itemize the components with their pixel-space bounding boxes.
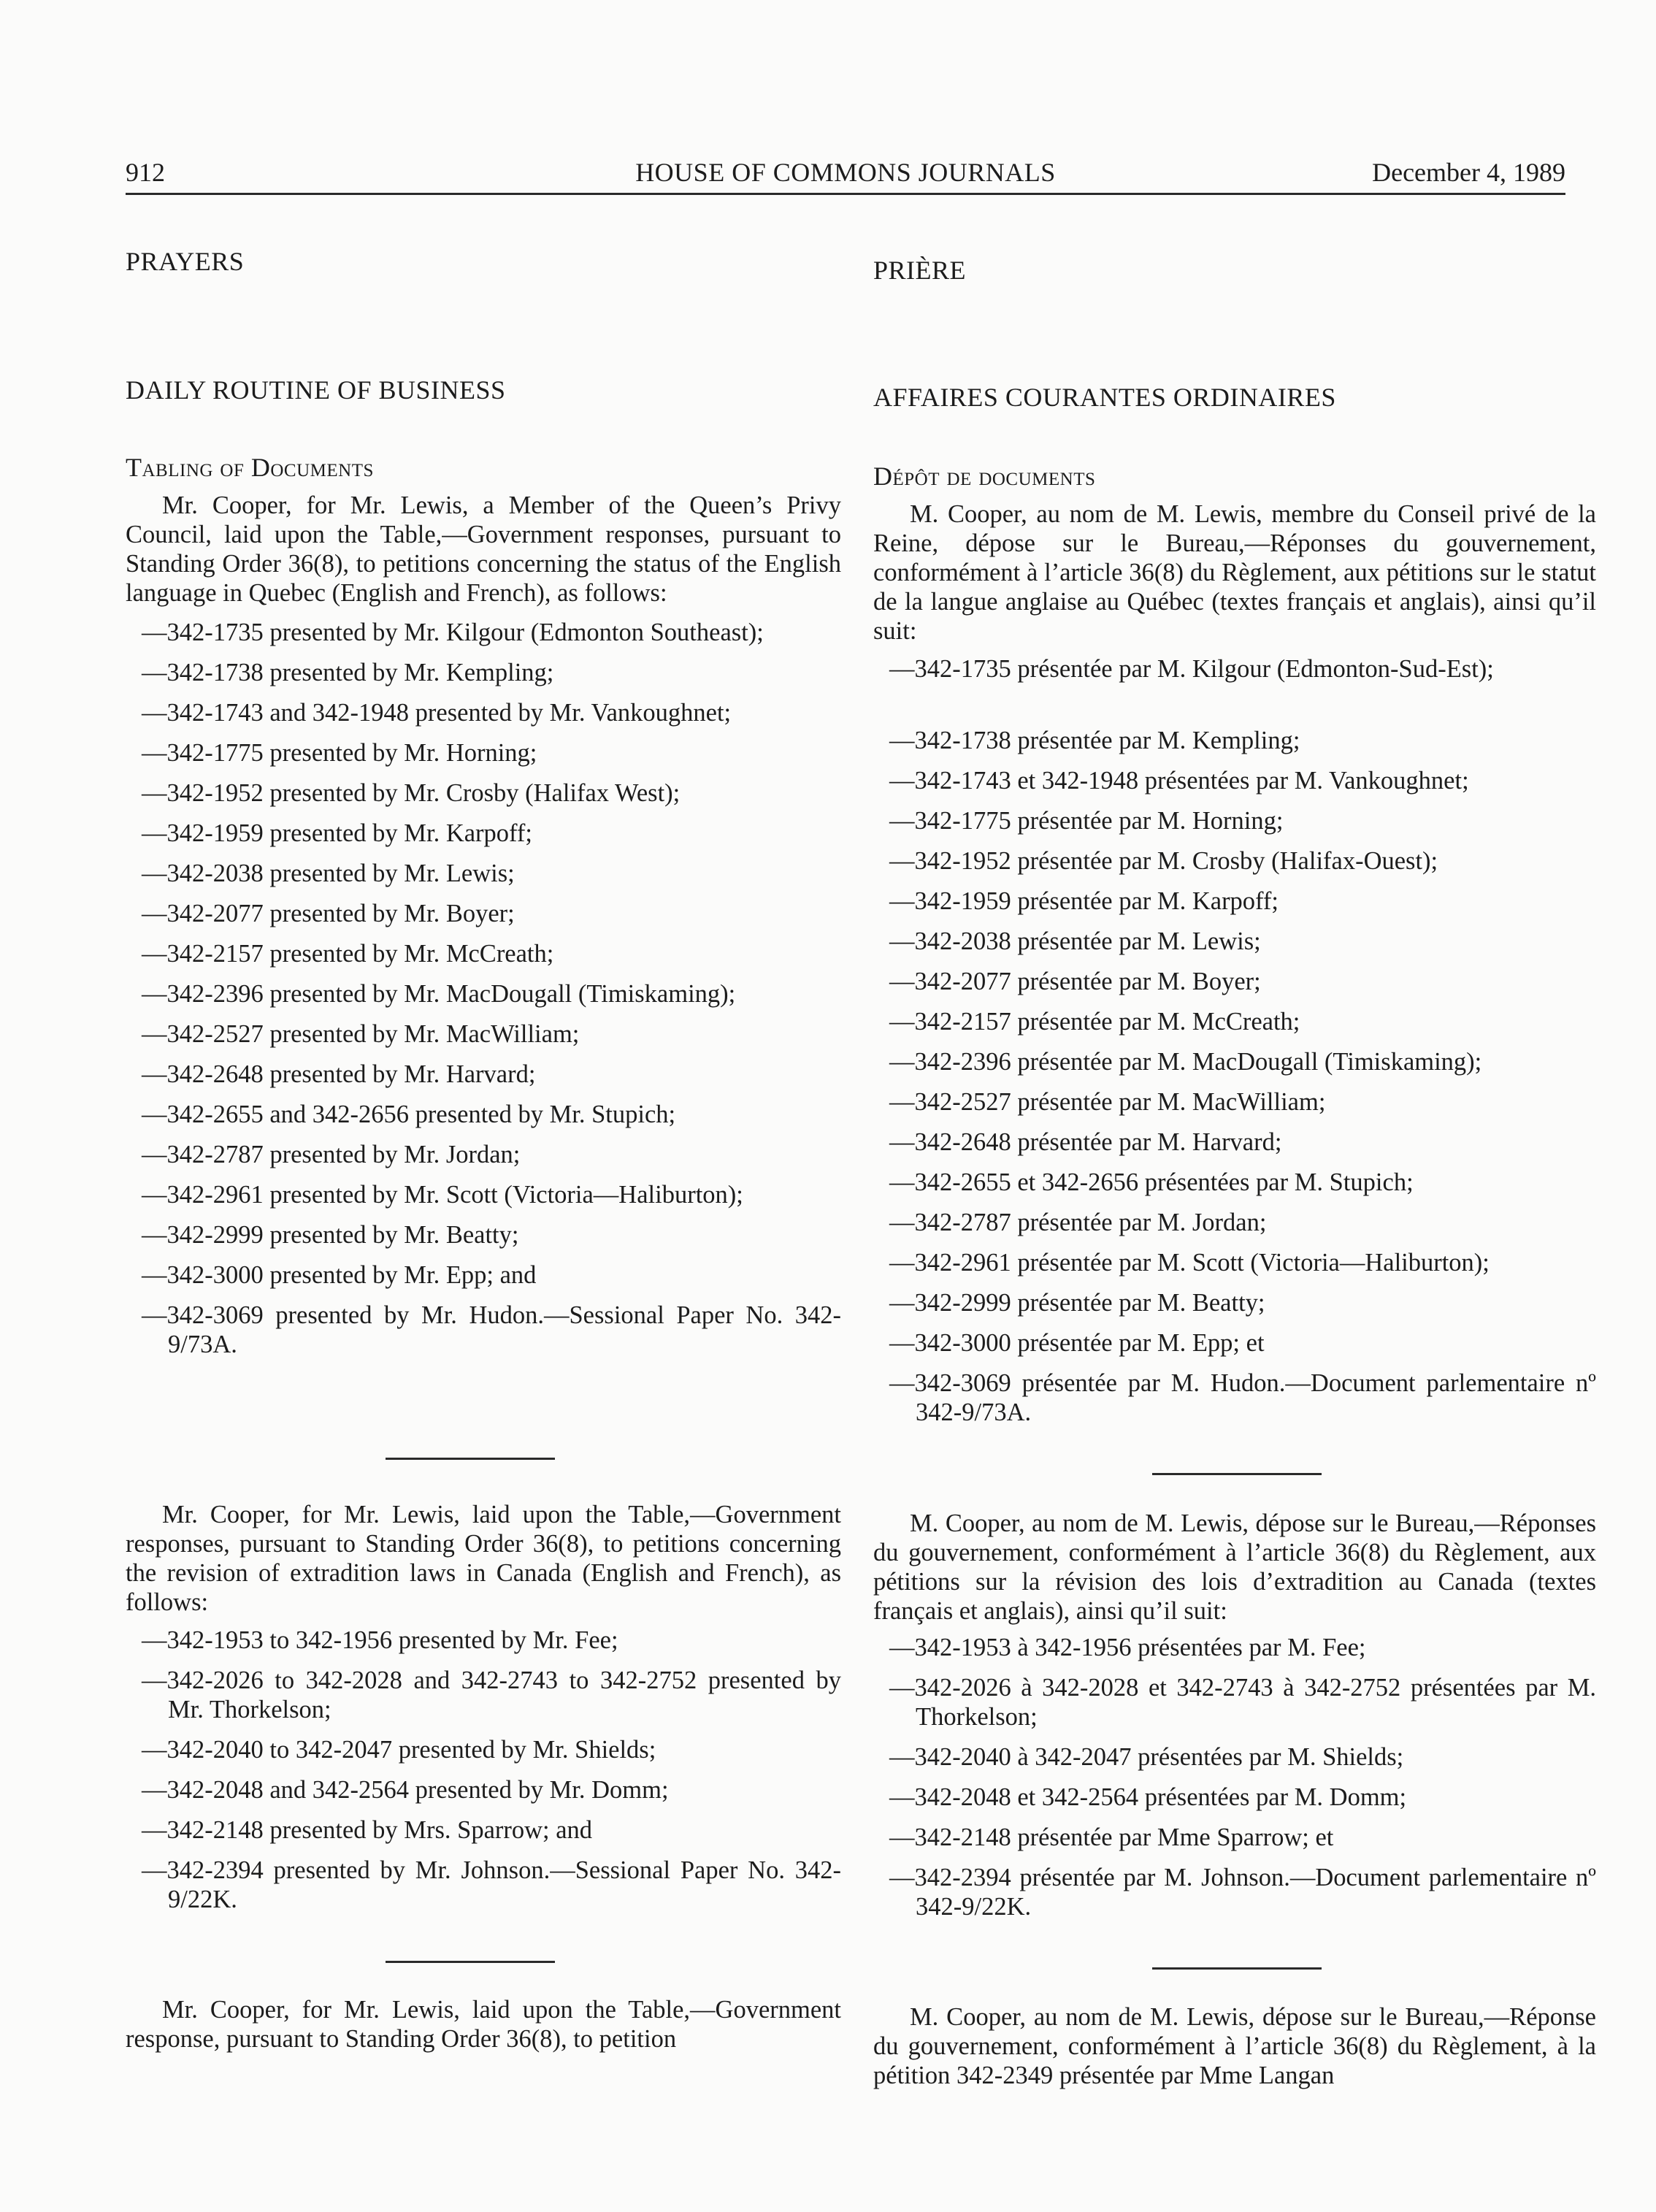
petition-paragraph-3: Mr. Cooper, for Mr. Lewis, laid upon the Table,—Government response, pursuant to Standing Order 36(8), to petition: [126, 1996, 841, 2053]
list-item: —342-2999 presented by Mr. Beatty;: [142, 1221, 519, 1249]
petition-paragraph-2-fr: M. Cooper, au nom de M. Lewis, dépose sur le Bureau,—Réponses du gouvernement, conformément à l’article 36(8) du Règlement, aux pétitions sur la révision des lois d’extradition au Canada (textes français et anglais), ainsi qu’il suit:: [873, 1509, 1596, 1625]
list-item: —342-1738 présentée par M. Kempling;: [889, 727, 1300, 754]
page-header: [126, 152, 1565, 195]
petition-block-2: [126, 1500, 841, 1925]
list-item: —342-2157 presented by Mr. McCreath;: [142, 940, 554, 968]
petition-paragraph-1-fr: M. Cooper, au nom de M. Lewis, membre du Conseil privé de la Reine, dépose sur le Bureau,—Réponses du gouvernement, conformément à l’article 36(8) du Règlement, aux pétitions sur le statut de la langue anglaise au Québec (textes français et anglais), ainsi qu’il suit:: [873, 500, 1596, 645]
list-item: —342-1952 presented by Mr. Crosby (Halifax West);: [142, 779, 681, 807]
routine-heading: DAILY ROUTINE OF BUSINESS: [126, 375, 506, 405]
list-item: —342-1743 et 342-1948 présentées par M. Vankoughnet;: [889, 767, 1469, 795]
priere-heading: PRIÈRE: [873, 256, 967, 285]
list-item: —342-2396 présentée par M. MacDougall (Timiskaming);: [889, 1048, 1482, 1076]
list-item: —342-1743 and 342-1948 presented by Mr. Vankoughnet;: [142, 699, 732, 727]
list-item: —342-2077 présentée par M. Boyer;: [889, 968, 1261, 995]
list-item: —342-2961 présentée par M. Scott (Victoria—Haliburton);: [889, 1249, 1490, 1277]
list-item: —342-2026 to 342-2028 and 342-2743 to 342-2752 presented by Mr. Thorkelson;: [142, 1666, 841, 1723]
list-item: —342-1953 to 342-1956 presented by Mr. Fee;: [142, 1626, 618, 1654]
list-item: —342-2148 présentée par Mme Sparrow; et: [889, 1823, 1334, 1851]
page-number: 912: [126, 158, 165, 187]
list-item: —342-3000 presented by Mr. Epp; and: [142, 1261, 537, 1289]
tabling-heading: Tabling of Documents: [126, 453, 374, 482]
petition-block-2-fr: [873, 1509, 1596, 1932]
petition-paragraph-2: Mr. Cooper, for Mr. Lewis, laid upon the Table,—Government responses, pursuant to Standing Order 36(8), to petitions concerning the revision of extradition laws in Canada (English and French), as follows:: [126, 1501, 841, 1616]
petition-block-1: [126, 491, 841, 1370]
petition-block-1-fr: [873, 500, 1596, 1438]
list-item: —342-2048 and 342-2564 presented by Mr. Domm;: [142, 1776, 669, 1804]
section-divider: [386, 1961, 555, 1963]
list-item: —342-2787 presented by Mr. Jordan;: [142, 1141, 521, 1168]
list-item: —342-2148 presented by Mrs. Sparrow; and: [142, 1816, 593, 1844]
list-item: —342-2026 à 342-2028 et 342-2743 à 342-2752 présentées par M. Thorkelson;: [889, 1674, 1596, 1731]
list-item: —342-2077 presented by Mr. Boyer;: [142, 900, 515, 927]
petition-block-3-fr: [873, 2002, 1596, 2090]
list-item: —342-1952 présentée par M. Crosby (Halifax-Ouest);: [889, 847, 1438, 875]
list-item: —342-2655 et 342-2656 présentées par M. Stupich;: [889, 1168, 1414, 1196]
list-item: —342-2527 présentée par M. MacWilliam;: [889, 1088, 1326, 1116]
depot-heading: Dépôt de documents: [873, 462, 1096, 491]
list-item: —342-1735 presented by Mr. Kilgour (Edmonton Southeast);: [142, 619, 764, 646]
petition-list-2-fr: [873, 1633, 1596, 1921]
list-item: —342-2040 à 342-2047 présentées par M. Shields;: [889, 1743, 1404, 1771]
list-item: —342-1738 presented by Mr. Kempling;: [142, 659, 554, 686]
list-item: —342-2038 presented by Mr. Lewis;: [142, 860, 515, 887]
journal-date: December 4, 1989: [1372, 158, 1565, 187]
list-item: —342-3069 présentée par M. Hudon.—Document parlementaire nº 342-9/73A.: [889, 1369, 1596, 1426]
list-item: —342-2394 presented by Mr. Johnson.—Sessional Paper No. 342-9/22K.: [142, 1856, 841, 1913]
list-item: —342-2157 présentée par M. McCreath;: [889, 1008, 1300, 1036]
list-item: —342-1775 présentée par M. Horning;: [889, 807, 1284, 835]
petition-list-1: [126, 618, 841, 1359]
list-item: —342-3069 presented by Mr. Hudon.—Sessional Paper No. 342-9/73A.: [142, 1301, 841, 1358]
section-divider: [386, 1458, 555, 1460]
section-divider: [1152, 1473, 1322, 1475]
petition-list-1-fr: [873, 654, 1596, 1427]
list-item: —342-2040 to 342-2047 presented by Mr. Shields;: [142, 1736, 656, 1764]
prayers-heading: PRAYERS: [126, 247, 245, 276]
list-item: —342-1959 présentée par M. Karpoff;: [889, 887, 1279, 915]
list-item: —342-2527 presented by Mr. MacWilliam;: [142, 1020, 580, 1048]
list-item: —342-2999 présentée par M. Beatty;: [889, 1289, 1265, 1317]
list-item: —342-2038 présentée par M. Lewis;: [889, 927, 1261, 955]
list-item: —342-2961 presented by Mr. Scott (Victoria—Haliburton);: [142, 1181, 743, 1209]
list-item: —342-2648 présentée par M. Harvard;: [889, 1128, 1282, 1156]
list-item: —342-2394 présentée par M. Johnson.—Document parlementaire nº 342-9/22K.: [889, 1864, 1596, 1921]
list-item: —342-2648 presented by Mr. Harvard;: [142, 1060, 536, 1088]
petition-paragraph-1: Mr. Cooper, for Mr. Lewis, a Member of the Queen’s Privy Council, laid upon the Table,—Government responses, pursuant to Standing Order 36(8), to petitions concerning the status of the English language in Quebec (English and French), as follows:: [126, 491, 841, 607]
list-item: —342-2396 presented by Mr. MacDougall (Timiskaming);: [142, 980, 736, 1008]
list-item: —342-3000 présentée par M. Epp; et: [889, 1329, 1265, 1357]
petition-block-3: [126, 1995, 841, 2054]
affaires-heading: AFFAIRES COURANTES ORDINAIRES: [873, 383, 1336, 412]
list-item: —342-1953 à 342-1956 présentées par M. Fee;: [889, 1634, 1366, 1661]
list-item: —342-1775 presented by Mr. Horning;: [142, 739, 537, 767]
list-item: —342-2787 présentée par M. Jordan;: [889, 1209, 1267, 1236]
section-divider: [1152, 1967, 1322, 1970]
list-item: —342-1959 presented by Mr. Karpoff;: [142, 819, 532, 847]
petition-list-2: [126, 1626, 841, 1914]
list-item: —342-2655 and 342-2656 presented by Mr. Stupich;: [142, 1101, 676, 1128]
journal-title: HOUSE OF COMMONS JOURNALS: [635, 158, 1056, 187]
list-item: —342-2048 et 342-2564 présentées par M. Domm;: [889, 1783, 1407, 1811]
list-item: —342-1735 présentée par M. Kilgour (Edmonton-Sud-Est);: [889, 655, 1494, 683]
petition-paragraph-3-fr: M. Cooper, au nom de M. Lewis, dépose sur le Bureau,—Réponse du gouvernement, conformément à l’article 36(8) du Règlement, à la pétition 342-2349 présentée par Mme Langan: [873, 2003, 1596, 2089]
